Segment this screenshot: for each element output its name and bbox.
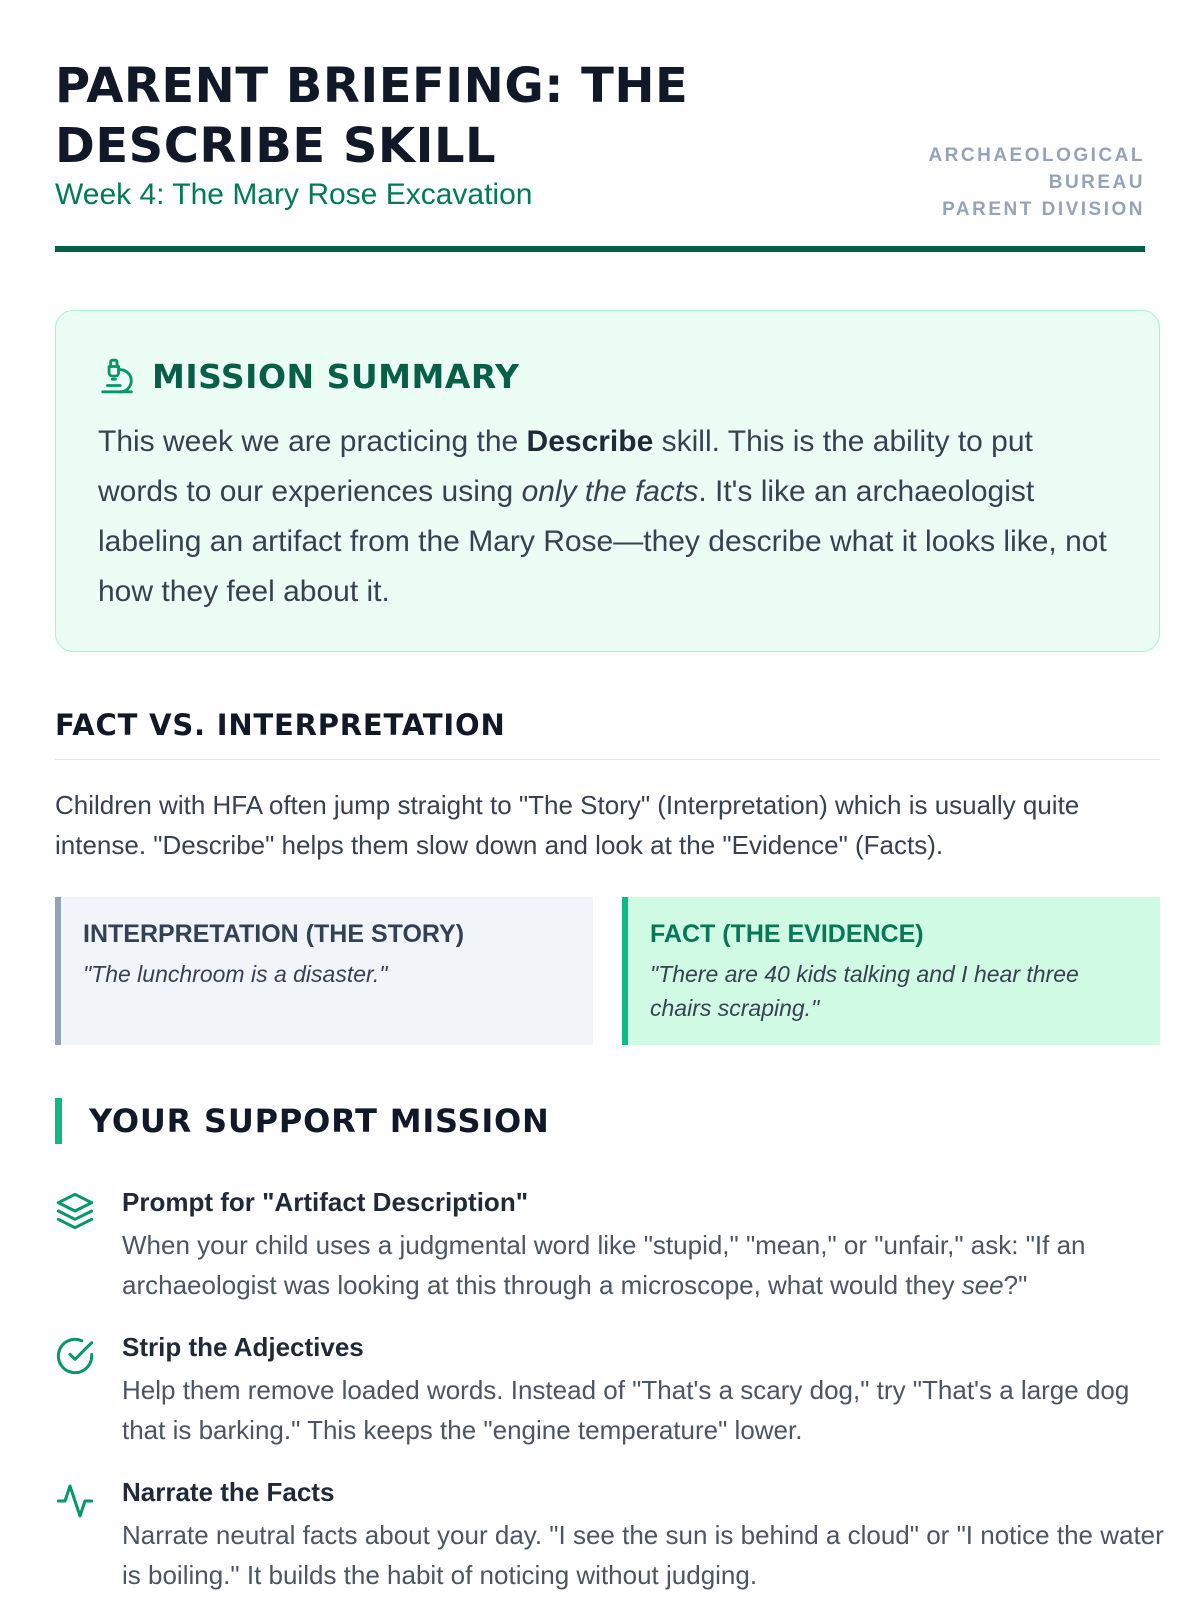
list-item: [55, 1330, 1165, 1450]
page-subtitle: Week 4: The Mary Rose Excavation: [55, 178, 533, 211]
header: [55, 56, 1145, 252]
interpretation-label: INTERPRETATION (THE STORY): [83, 920, 465, 948]
fact-section-header: [55, 708, 1160, 760]
list-item-text: [122, 1225, 1165, 1305]
fact-section-text: Children with HFA often jump straight to "The Story" (Interpretation) which is usually quite intense. "Describe" helps them slow down and look at the "Evidence" (Facts).: [55, 790, 1080, 860]
activity-icon: [55, 1481, 95, 1521]
summary-text-part: This week we are practicing the: [98, 425, 527, 458]
item-text-part: When your child uses a judgmental word like "stupid," "mean," or "unfair," ask: "If an archaeologist was looking at this through a microscope, what would they: [122, 1230, 1086, 1300]
bureau-label: [928, 142, 1145, 223]
mission-summary-text: [98, 417, 1117, 617]
microscope-icon: [98, 357, 136, 395]
fact-section-title: FACT VS. INTERPRETATION: [55, 708, 506, 742]
section-accent-bar: [55, 1098, 62, 1144]
fact-label: FACT (THE EVIDENCE): [650, 920, 924, 948]
bureau-line: ARCHAEOLOGICAL: [928, 145, 1145, 166]
list-item: [55, 1475, 1165, 1595]
interpretation-quote: "The lunchroom is a disaster.": [83, 961, 388, 987]
list-item-title: Prompt for "Artifact Description": [122, 1187, 529, 1217]
mission-summary-title: MISSION SUMMARY: [152, 356, 520, 396]
item-italic-term: see: [961, 1270, 1004, 1300]
fact-quote: "There are 40 kids talking and I hear three chairs scraping.": [650, 961, 1079, 1021]
list-item-title: Strip the Adjectives: [122, 1332, 364, 1362]
summary-bold-term: Describe: [526, 425, 654, 458]
summary-text-part: . It's like an archaeologist labeling an artifact from the Mary Rose—they describe what it looks like, not how they feel about it.: [98, 475, 1107, 608]
list-item-title: Narrate the Facts: [122, 1477, 335, 1507]
list-item-text: Help them remove loaded words. Instead of "That's a scary dog," try "That's a large dog that is barking." This keeps the "engine temperature" lower.: [122, 1375, 1130, 1445]
list-item: [55, 1185, 1165, 1305]
page-title: PARENT BRIEFING: THE DESCRIBE SKILL: [55, 58, 689, 174]
interpretation-card: [55, 897, 593, 1045]
comparison-cards: [55, 897, 1160, 1045]
check-circle-icon: [55, 1336, 95, 1376]
support-mission-header: [55, 1098, 550, 1144]
bureau-line: BUREAU: [1048, 172, 1145, 193]
item-text-part: ?": [1003, 1270, 1028, 1300]
mission-summary-header: [98, 355, 1117, 397]
fact-card: [622, 897, 1160, 1045]
summary-text-part: skill. This is the ability to put words to our experiences using: [98, 425, 1033, 508]
list-item-text: Narrate neutral facts about your day. "I see the sun is behind a cloud" or "I notice the water is boiling." It builds the habit of noticing without judging.: [122, 1520, 1164, 1590]
support-mission-title: YOUR SUPPORT MISSION: [89, 1102, 550, 1140]
layers-icon: [55, 1191, 95, 1231]
bureau-line: PARENT DIVISION: [942, 199, 1145, 220]
support-list: [55, 1185, 1165, 1600]
summary-italic-term: only the facts: [521, 475, 699, 508]
mission-summary-box: [55, 310, 1160, 652]
